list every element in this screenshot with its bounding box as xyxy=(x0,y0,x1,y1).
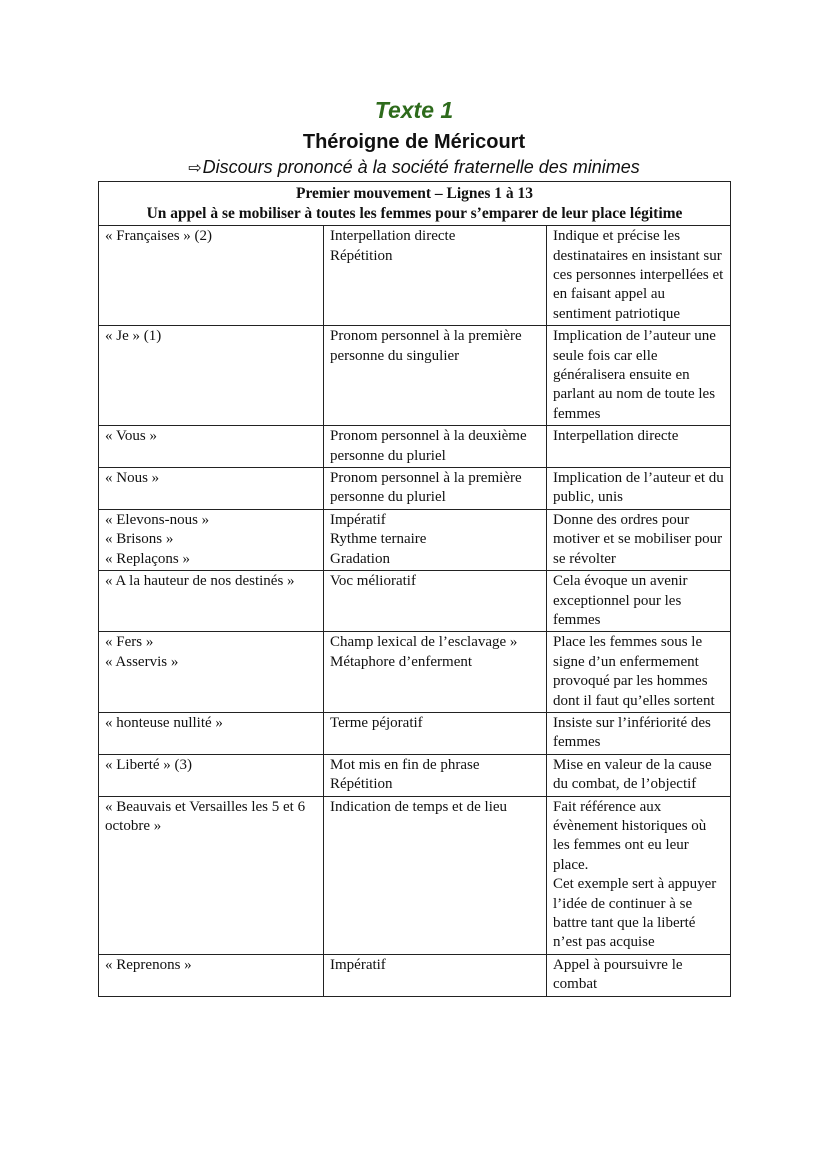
table-row xyxy=(99,796,731,954)
quote-cell-line: « A la hauteur de nos destinés » xyxy=(105,573,295,590)
effet-cell xyxy=(547,509,731,570)
procede-cell-line: Terme péjoratif xyxy=(330,714,423,731)
procede-cell-line: Impératif xyxy=(330,511,386,528)
quote-cell-line: « Replaçons » xyxy=(105,550,190,567)
procede-cell-line: Mot mis en fin de phrase xyxy=(330,756,480,773)
procede-cell-line: Répétition xyxy=(330,247,393,264)
quote-cell xyxy=(99,712,324,754)
effet-cell-line: Fait référence aux évènement historiques où les femmes ont eu leur place. xyxy=(553,798,707,873)
table-row xyxy=(99,426,731,468)
quote-cell-line: « Nous » xyxy=(105,470,160,487)
quote-cell-line: « Vous » xyxy=(105,428,157,445)
effet-cell xyxy=(547,632,731,713)
procede-cell-line: Champ lexical de l’esclavage » xyxy=(330,634,518,651)
procede-cell-line: Pronom personnel à la première personne du pluriel xyxy=(330,470,522,506)
effet-cell-line: Place les femmes sous le signe d’un enfermement provoqué par les hommes dont il faut qu’elles sortent xyxy=(553,634,715,709)
procede-cell xyxy=(324,712,547,754)
procede-cell-line: Interpellation directe xyxy=(330,228,456,245)
quote-cell-line: « Asservis » xyxy=(105,653,179,670)
procede-cell xyxy=(324,754,547,796)
table-row xyxy=(99,326,731,426)
table-row xyxy=(99,754,731,796)
effet-cell-line: Mise en valeur de la cause du combat, de l’objectif xyxy=(553,756,712,793)
table-row xyxy=(99,632,731,713)
effet-cell xyxy=(547,426,731,468)
quote-cell xyxy=(99,226,324,326)
effet-cell xyxy=(547,226,731,326)
effet-cell xyxy=(547,954,731,996)
procede-cell-line: Rythme ternaire xyxy=(330,531,427,548)
table-heading xyxy=(99,182,731,226)
procede-cell xyxy=(324,509,547,570)
table-heading-line2: Un appel à se mobiliser à toutes les femmes pour s’emparer de leur place légitime xyxy=(146,204,683,222)
quote-cell xyxy=(99,754,324,796)
effet-cell xyxy=(547,796,731,954)
effet-cell xyxy=(547,754,731,796)
procede-cell-line: Répétition xyxy=(330,776,393,793)
procede-cell xyxy=(324,326,547,426)
effet-cell xyxy=(547,571,731,632)
table-row xyxy=(99,509,731,570)
procede-cell-line: Impératif xyxy=(330,956,386,973)
arrow-right-icon: ⇨ xyxy=(188,160,202,177)
quote-cell-line: « Je » (1) xyxy=(105,328,162,345)
document-subtitle: Théroigne de Méricourt xyxy=(302,131,526,153)
effet-cell-line: Donne des ordres pour motiver et se mobiliser pour se révolter xyxy=(553,511,723,567)
effet-cell xyxy=(547,326,731,426)
effet-cell-line: Implication de l’auteur une seule fois car elle généralisera ensuite en parlant au nom de toute les femmes xyxy=(553,328,716,422)
quote-cell xyxy=(99,632,324,713)
effet-cell xyxy=(547,468,731,510)
quote-cell xyxy=(99,509,324,570)
procede-cell xyxy=(324,632,547,713)
table-row xyxy=(99,954,731,996)
procede-cell xyxy=(324,426,547,468)
procede-cell-line: Pronom personnel à la deuxième personne du pluriel xyxy=(330,428,527,464)
effet-cell-line: Implication de l’auteur et du public, unis xyxy=(553,470,724,506)
table-row xyxy=(99,571,731,632)
quote-cell-line: « honteuse nullité » xyxy=(105,714,223,731)
quote-cell xyxy=(99,954,324,996)
table-body xyxy=(99,226,731,996)
procede-cell xyxy=(324,468,547,510)
document-caption xyxy=(0,156,828,180)
quote-cell-line: « Liberté » (3) xyxy=(105,756,193,773)
effet-cell-line: Insiste sur l’infériorité des femmes xyxy=(553,714,711,751)
table-row xyxy=(99,226,731,326)
effet-cell-line: Cet exemple sert à appuyer l’idée de continuer à se battre tant que la liberté n’est pas acquise xyxy=(553,876,717,951)
quote-cell-line: « Françaises » (2) xyxy=(105,228,213,245)
table-row xyxy=(99,712,731,754)
effet-cell-line: Interpellation directe xyxy=(553,428,679,445)
quote-cell-line: « Brisons » xyxy=(105,531,174,548)
effet-cell-line: Appel à poursuivre le combat xyxy=(553,956,683,993)
procede-cell-line: Métaphore d’enferment xyxy=(330,653,473,670)
quote-cell-line: « Fers » xyxy=(105,634,154,651)
analysis-table xyxy=(98,181,731,997)
table-heading-line1: Premier mouvement – Lignes 1 à 13 xyxy=(295,185,534,202)
quote-cell-line: « Elevons-nous » xyxy=(105,511,210,528)
procede-cell xyxy=(324,954,547,996)
table-heading-row xyxy=(99,182,731,226)
quote-cell-line: « Reprenons » xyxy=(105,956,192,973)
effet-cell-line: Indique et précise les destinataires en insistant sur ces personnes interpellées et en faisant appel au sentiment patriotique xyxy=(553,228,724,322)
quote-cell xyxy=(99,426,324,468)
caption-text: Discours prononcé à la société fraternelle des minimes xyxy=(202,157,640,177)
procede-cell-line: Indication de temps et de lieu xyxy=(330,798,508,815)
procede-cell xyxy=(324,796,547,954)
quote-cell xyxy=(99,326,324,426)
quote-cell xyxy=(99,571,324,632)
procede-cell-line: Pronom personnel à la première personne du singulier xyxy=(330,328,522,364)
procede-cell-line: Gradation xyxy=(330,550,390,567)
quote-cell xyxy=(99,468,324,510)
effet-cell xyxy=(547,712,731,754)
procede-cell-line: Voc mélioratif xyxy=(330,573,416,590)
quote-cell-line: « Beauvais et Versailles les 5 et 6 octobre » xyxy=(105,798,306,834)
document-title: Texte 1 xyxy=(374,97,454,123)
procede-cell xyxy=(324,571,547,632)
procede-cell xyxy=(324,226,547,326)
quote-cell xyxy=(99,796,324,954)
effet-cell-line: Cela évoque un avenir exceptionnel pour les femmes xyxy=(553,573,688,628)
table-row xyxy=(99,468,731,510)
